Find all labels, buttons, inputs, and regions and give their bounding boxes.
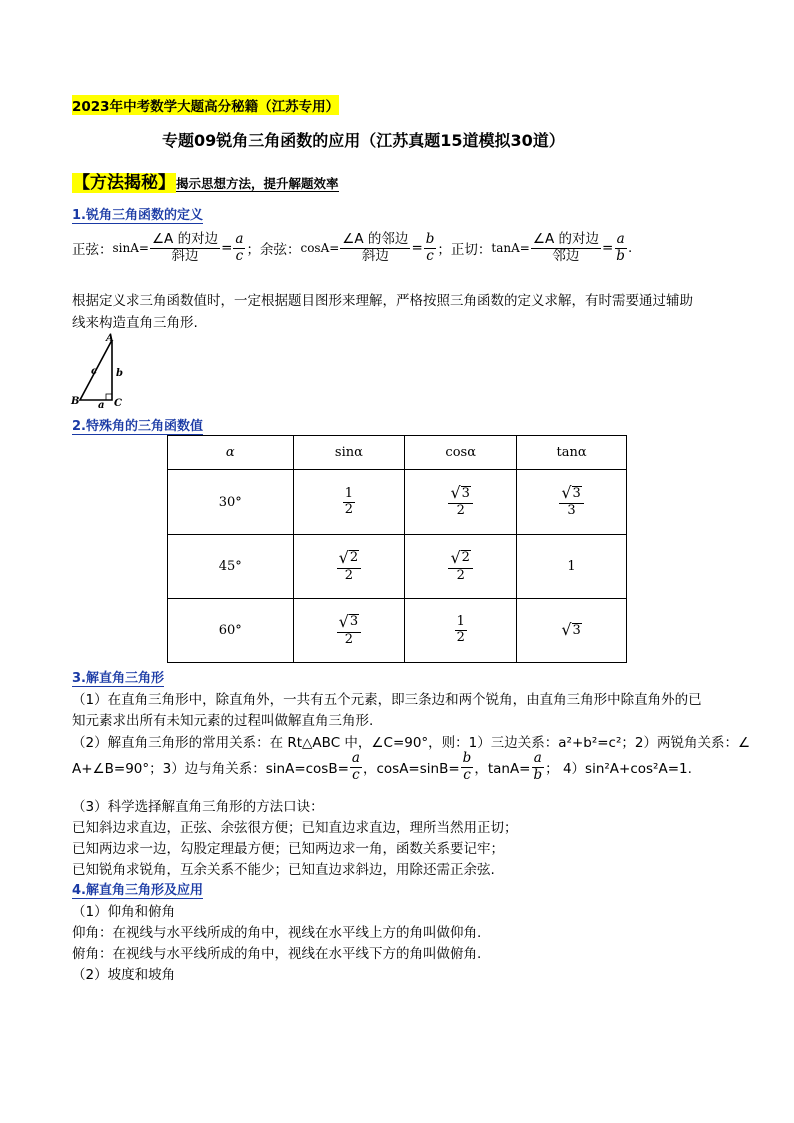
cos-letter-num: b — [425, 231, 435, 247]
s4-para-4: （2）坡度和坡角 — [72, 967, 176, 983]
series-banner: 2023年中考数学大题高分秘籍（江苏专用） — [72, 95, 339, 115]
sin-numerator: ∠A 的对边 — [151, 231, 219, 247]
s4-para-1: （1）仰角和俯角 — [72, 904, 176, 920]
special-angle-table — [167, 435, 627, 663]
tan-45: 1 — [517, 535, 627, 599]
cos-numerator: ∠A 的邻边 — [342, 231, 409, 247]
header-tan: tanα — [517, 436, 627, 470]
angle-60: 60° — [168, 599, 294, 663]
section-4-heading: 4.解直角三角形及应用 — [72, 879, 203, 899]
s3-para-2b-part4: ； 4）sin²A+cos²A=1. — [545, 761, 692, 778]
page-title: 专题09锐角三角函数的应用（江苏真题15道模拟30道） — [162, 131, 565, 150]
s3-para-3: （3）科学选择解直角三角形的方法口诀： — [72, 799, 324, 815]
tana-frac: $\frac{a}{b}$ — [533, 750, 543, 783]
vertex-b-label: B — [71, 396, 80, 407]
cos-fn: cosA= — [300, 241, 340, 256]
sin-30: $\frac{1}{2}$ — [293, 470, 405, 535]
s3-para-1a: （1）在直角三角形中，除直角外，一共有五个元素，即三条边和两个锐角，由直角三角形中除直角外的已 — [72, 692, 702, 708]
sin-60: √ 3 2 — [293, 599, 405, 663]
cos-denominator: 斜边 — [361, 247, 389, 264]
tan-ratio-letters — [614, 232, 627, 264]
table-header-row — [168, 436, 627, 470]
s3-para-2b-part3: ，tanA= — [474, 761, 531, 778]
vertex-a-label: A — [106, 333, 114, 344]
section-2-heading: 2.特殊角的三角函数值 — [72, 415, 203, 435]
side-a-label: a — [98, 400, 105, 410]
s3-para-5: 已知两边求一边，勾股定理最方便；已知两边求一角，函数关系要记牢； — [72, 841, 504, 857]
cos-45: √ 2 2 — [405, 535, 517, 599]
method-box-label: 【方法揭秘】 — [73, 173, 175, 193]
s3-para-6: 已知锐角求锐角，互余关系不能少；已知直边求斜边，用除还需正余弦. — [72, 862, 495, 878]
tan-30: √ 3 3 — [517, 470, 627, 535]
sin-fn: sinA= — [112, 241, 149, 256]
cos-ratio-letters — [424, 232, 437, 264]
method-subtitle: 揭示思想方法，提升解题效率 — [176, 176, 339, 191]
s3-para-2a: （2）解直角三角形的常用关系：在 Rt△ABC 中，∠C=90°，则：1）三边关系：a²+b²=c²；2）两锐角关系：∠ — [72, 735, 751, 751]
table-row-30 — [168, 470, 627, 535]
cos-label: ；余弦： — [246, 242, 301, 259]
s3-para-2b-part1: A+∠B=90°；3）边与角关系：sinA=cosB= — [72, 761, 349, 778]
cosa-frac: $\frac{b}{c}$ — [462, 750, 472, 783]
section-1-heading: 1.锐角三角函数的定义 — [72, 204, 203, 224]
tan-fn: tanA= — [491, 241, 530, 256]
angle-30: 30° — [168, 470, 294, 535]
tan-label: ；正切： — [437, 242, 492, 259]
method-header — [72, 168, 339, 193]
tan-letter-den: b — [616, 247, 625, 264]
s3-para-2b — [72, 751, 692, 783]
cos-letter-den: c — [426, 247, 434, 264]
tan-denominator: 邻边 — [552, 247, 580, 264]
sina-frac: $\frac{a}{c}$ — [351, 750, 360, 783]
s3-para-2b-part2: ，cosA=sinB= — [362, 761, 460, 778]
table-row-45 — [168, 535, 627, 599]
sin-45: √ 2 2 — [293, 535, 405, 599]
s4-para-3: 俯角：在视线与水平线所成的角中，视线在水平线下方的角叫做俯角. — [72, 946, 482, 962]
section-3-heading: 3.解直角三角形 — [72, 667, 164, 687]
s3-para-4: 已知斜边求直边，正弦、余弦很方便；已知直边求直边，理所当然用正切； — [72, 820, 518, 836]
sin-ratio-words — [150, 232, 220, 264]
side-b-label: b — [116, 368, 123, 379]
section-1-paragraph-line-1: 根据定义求三角函数值时，一定根据题目图形来理解，严格按照三角函数的定义求解，有时需要通过辅助 — [72, 293, 693, 309]
section-1-paragraph-line-2: 线来构造直角三角形. — [72, 315, 198, 331]
sin-label: 正弦： — [72, 242, 113, 259]
cos-ratio-words — [340, 232, 410, 264]
table-row-60 — [168, 599, 627, 663]
sin-letter-num: a — [235, 231, 244, 247]
angle-45: 45° — [168, 535, 294, 599]
tan-numerator: ∠A 的对边 — [532, 231, 599, 247]
s4-para-2: 仰角：在视线与水平线所成的角中，视线在水平线上方的角叫做仰角. — [72, 925, 482, 941]
tan-ratio-words — [531, 232, 601, 264]
right-triangle-figure — [68, 332, 138, 410]
header-cos: cosα — [405, 436, 517, 470]
side-c-label: c — [91, 366, 98, 377]
sin-ratio-letters — [233, 232, 245, 264]
vertex-c-label: C — [114, 398, 122, 409]
sin-letter-den: c — [235, 247, 244, 264]
cos-30: √ 3 2 — [405, 470, 517, 535]
tan-letter-num: a — [616, 231, 625, 247]
tan-60: √ 3 — [517, 599, 627, 663]
header-alpha: α — [168, 436, 294, 470]
header-sin: sinα — [293, 436, 405, 470]
s3-para-1b: 知元素求出所有未知元素的过程叫做解直角三角形. — [72, 713, 374, 729]
definition-line: 正弦： sinA= $\frac{\text{∠A 的对边}}{\text{斜边}}$ = $\frac{a}{c}$ ；余弦： cosA= $\frac{\text{∠A 的邻边}}{\text{斜边}}$ = $\frac{b}{c}$ ；正切： tanA= $\frac{\text{∠A 的对边}}{\text{邻边}}$ = $\frac{a}{b}$ . — [72, 231, 633, 264]
cos-60: $\frac{1}{2}$ — [405, 599, 517, 663]
sin-denominator: 斜边 — [171, 247, 199, 264]
